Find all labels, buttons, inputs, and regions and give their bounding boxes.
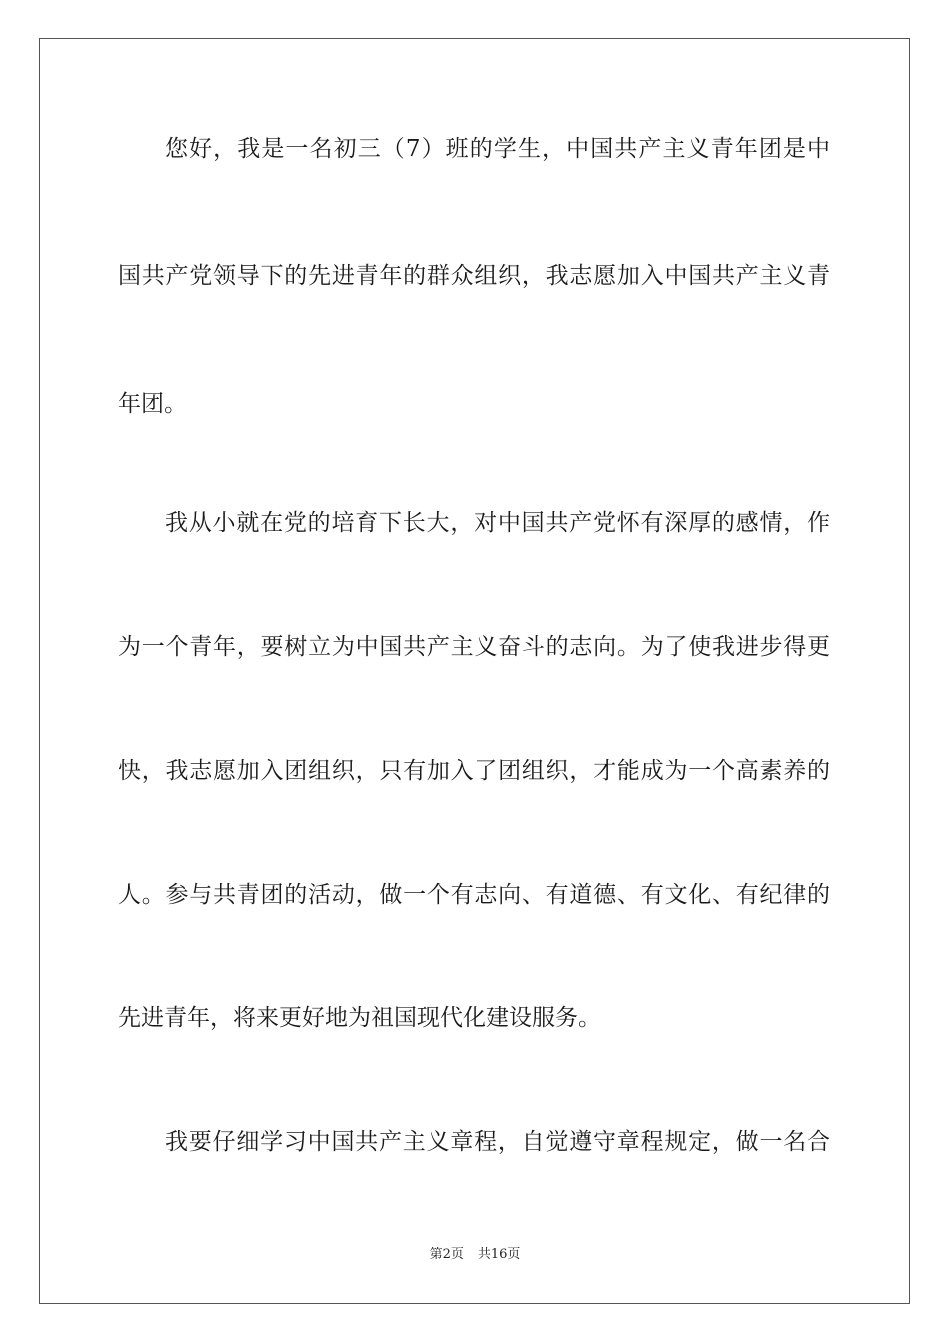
paragraph-1-line-2: 国共产党领导下的先进青年的群众组织，我志愿加入中国共产主义青 <box>118 263 830 289</box>
page-total: 共16页 <box>477 1247 521 1262</box>
page-number: 第2页 <box>429 1247 464 1262</box>
paragraph-2-line-3: 快，我志愿加入团组织，只有加入了团组织，才能成为一个高素养的 <box>118 758 830 784</box>
paragraph-3-line-1: 我要仔细学习中国共产主义章程，自觉遵守章程规定，做一名合 <box>165 1129 830 1155</box>
page-border <box>39 38 910 1304</box>
paragraph-1-line-3: 年团。 <box>118 391 187 417</box>
paragraph-2-line-5: 先进青年，将来更好地为祖国现代化建设服务。 <box>118 1005 601 1031</box>
page-footer <box>0 1246 950 1264</box>
paragraph-2-line-2: 为一个青年，要树立为中国共产主义奋斗的志向。为了使我进步得更 <box>118 634 830 660</box>
paragraph-2-line-4: 人。参与共青团的活动，做一个有志向、有道德、有文化、有纪律的 <box>118 882 830 908</box>
paragraph-1-line-1: 您好，我是一名初三（7）班的学生，中国共产主义青年团是中 <box>165 136 830 162</box>
paragraph-2-line-1: 我从小就在党的培育下长大，对中国共产党怀有深厚的感情，作 <box>165 510 830 536</box>
